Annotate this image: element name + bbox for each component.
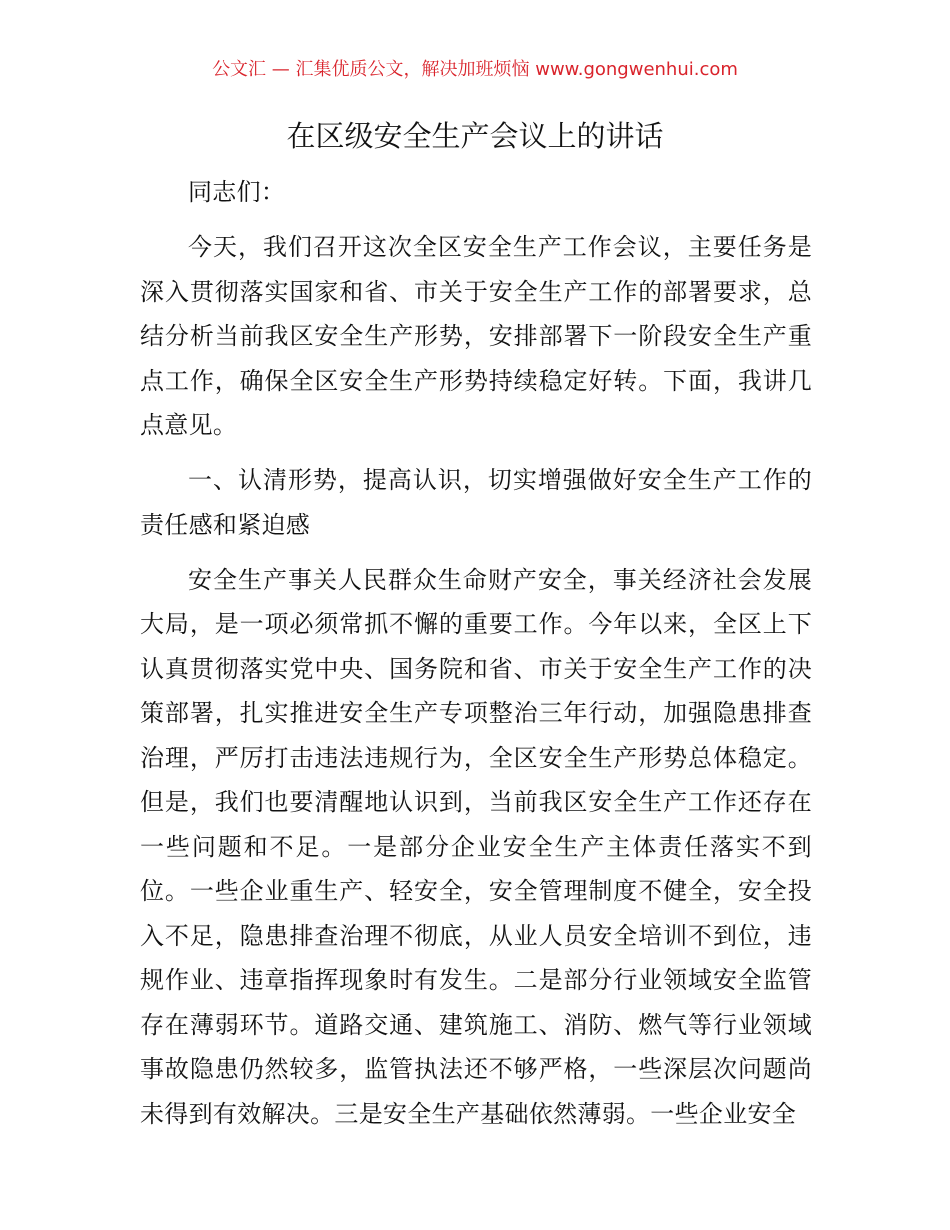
paragraph-situation: 安全生产事关人民群众生命财产安全，事关经济社会发展大局，是一项必须常抓不懈的重要工作。今年以来，全区上下认真贯彻落实党中央、国务院和省、市关于安全生产工作的决策部署，扎实推进安全生产专项整治三年行动，加强隐患排查治理，严厉打击违法违规行为，全区安全生产形势总体稳定。但是，我们也要清醒地认识到，当前我区安全生产工作还存在一些问题和不足。一是部分企业安全生产主体责任落实不到位。一些企业重生产、轻安全，安全管理制度不健全，安全投入不足，隐患排查治理不彻底，从业人员安全培训不到位，违规作业、违章指挥现象时有发生。二是部分行业领域安全监管存在薄弱环节。道路交通、建筑施工、消防、燃气等行业领域事故隐患仍然较多，监管执法还不够严格，一些深层次问题尚未得到有效解决。三是安全生产基础依然薄弱。一些企业安全 (140, 565, 812, 1128)
paragraph-intro: 今天，我们召开这次全区安全生产工作会议，主要任务是深入贯彻落实国家和省、市关于安全生产工作的部署要求，总结分析当前我区安全生产形势，安排部署下一阶段安全生产重点工作，确保全区安全生产形势持续稳定好转。下面，我讲几点意见。 (140, 233, 812, 439)
header-banner[interactable]: 公文汇 — 汇集优质公文，解决加班烦恼 www.gongwenhui.com (212, 59, 738, 80)
document-title: 在区级安全生产会议上的讲话 (286, 119, 664, 153)
section-heading-1: 一、认清形势，提高认识，切实增强做好安全生产工作的责任感和紧迫感 (140, 466, 812, 539)
salutation: 同志们： (188, 178, 286, 206)
document-body (140, 170, 812, 1147)
